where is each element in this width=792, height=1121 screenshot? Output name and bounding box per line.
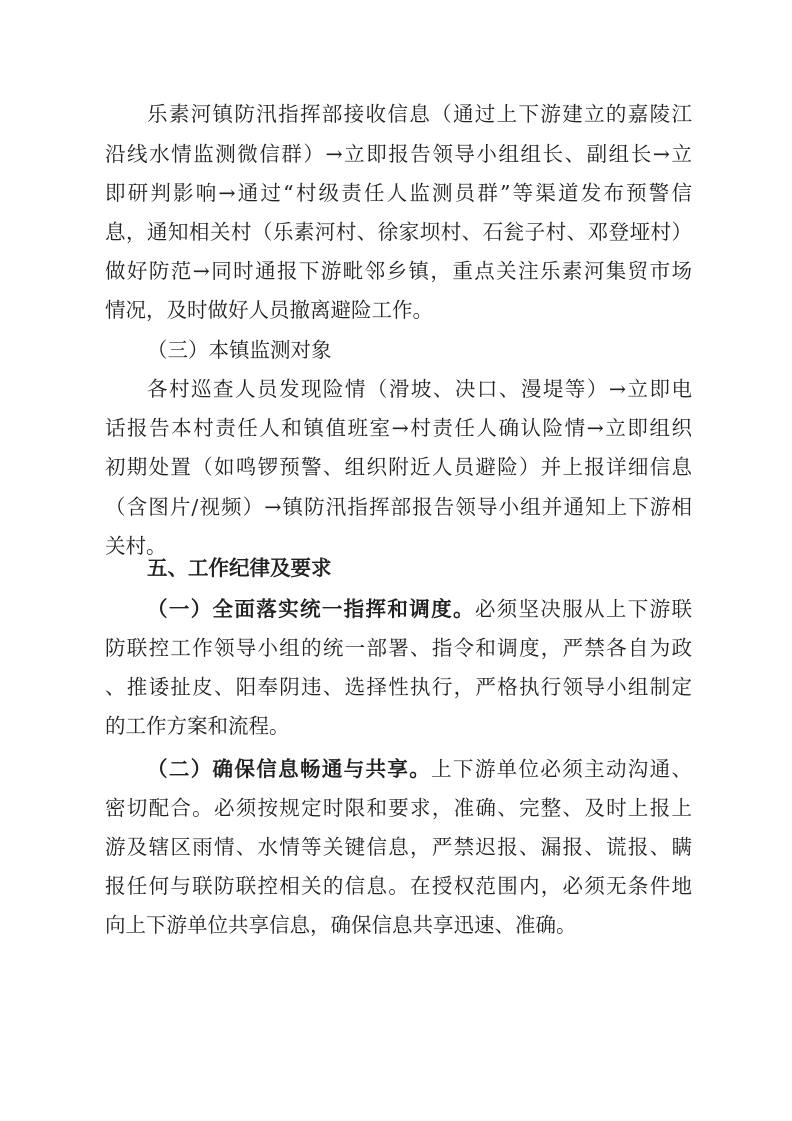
- paragraph-line: （含图片/视频）→镇防汛指挥部报告领导小组并通知上下游相: [105, 495, 692, 519]
- paragraph-line: 初期处置（如鸣锣预警、组织附近人员避险）并上报详细信息: [105, 455, 692, 479]
- paragraph-line: 话报告本村责任人和镇值班室→村责任人确认险情→立即组织: [105, 416, 692, 440]
- paragraph-line: 游及辖区雨情、水情等关键信息，严禁迟报、漏报、谎报、瞒: [105, 835, 692, 859]
- item-text: 必须坚决服从上下游联: [474, 597, 692, 621]
- paragraph-line: 做好防范→同时通报下游毗邻乡镇，重点关注乐素河集贸市场: [105, 259, 692, 283]
- item-first-line: [0, 591, 792, 627]
- paragraph-line: 关村。: [105, 534, 167, 558]
- item-label: （一）全面落实统一指挥和调度。: [147, 597, 475, 621]
- item-text: 上下游单位必须主动沟通、: [431, 757, 693, 781]
- paragraph-line: 的工作方案和流程。: [105, 714, 290, 738]
- paragraph-line: 即研判影响→通过“村级责任人监测员群”等渠道发布预警信: [105, 181, 692, 205]
- paragraph-line: 、推诿扯皮、阳奉阴违、选择性执行，严格执行领导小组制定: [105, 675, 692, 699]
- paragraph-line: 情况，及时做好人员撤离避险工作。: [105, 298, 433, 322]
- section-heading: 五、工作纪律及要求: [147, 556, 332, 580]
- paragraph-line: 向上下游单位共享信息，确保信息共享迅速、准确。: [105, 913, 577, 937]
- paragraph-line: 报任何与联防联控相关的信息。在授权范围内，必须无条件地: [105, 874, 692, 898]
- item-label: （二）确保信息畅通与共享。: [147, 757, 432, 781]
- paragraph-line: 乐素河镇防汛指挥部接收信息（通过上下游建立的嘉陵江: [147, 102, 692, 126]
- paragraph-line: 防联控工作领导小组的统一部署、指令和调度，严禁各自为政: [105, 636, 692, 660]
- paragraph-line: 沿线水情监测微信群）→立即报告领导小组组长、副组长→立: [105, 142, 692, 166]
- paragraph-line: 密切配合。必须按规定时限和要求，准确、完整、及时上报上: [105, 796, 692, 820]
- paragraph-line: 各村巡查人员发现险情（滑坡、决口、漫堤等）→立即电: [147, 377, 692, 401]
- subsection-heading: （三）本镇监测对象: [147, 338, 332, 362]
- paragraph-line: 息，通知相关村（乐素河村、徐家坝村、石瓮子村、邓登垭村）: [105, 220, 692, 244]
- item-first-line: [0, 751, 792, 787]
